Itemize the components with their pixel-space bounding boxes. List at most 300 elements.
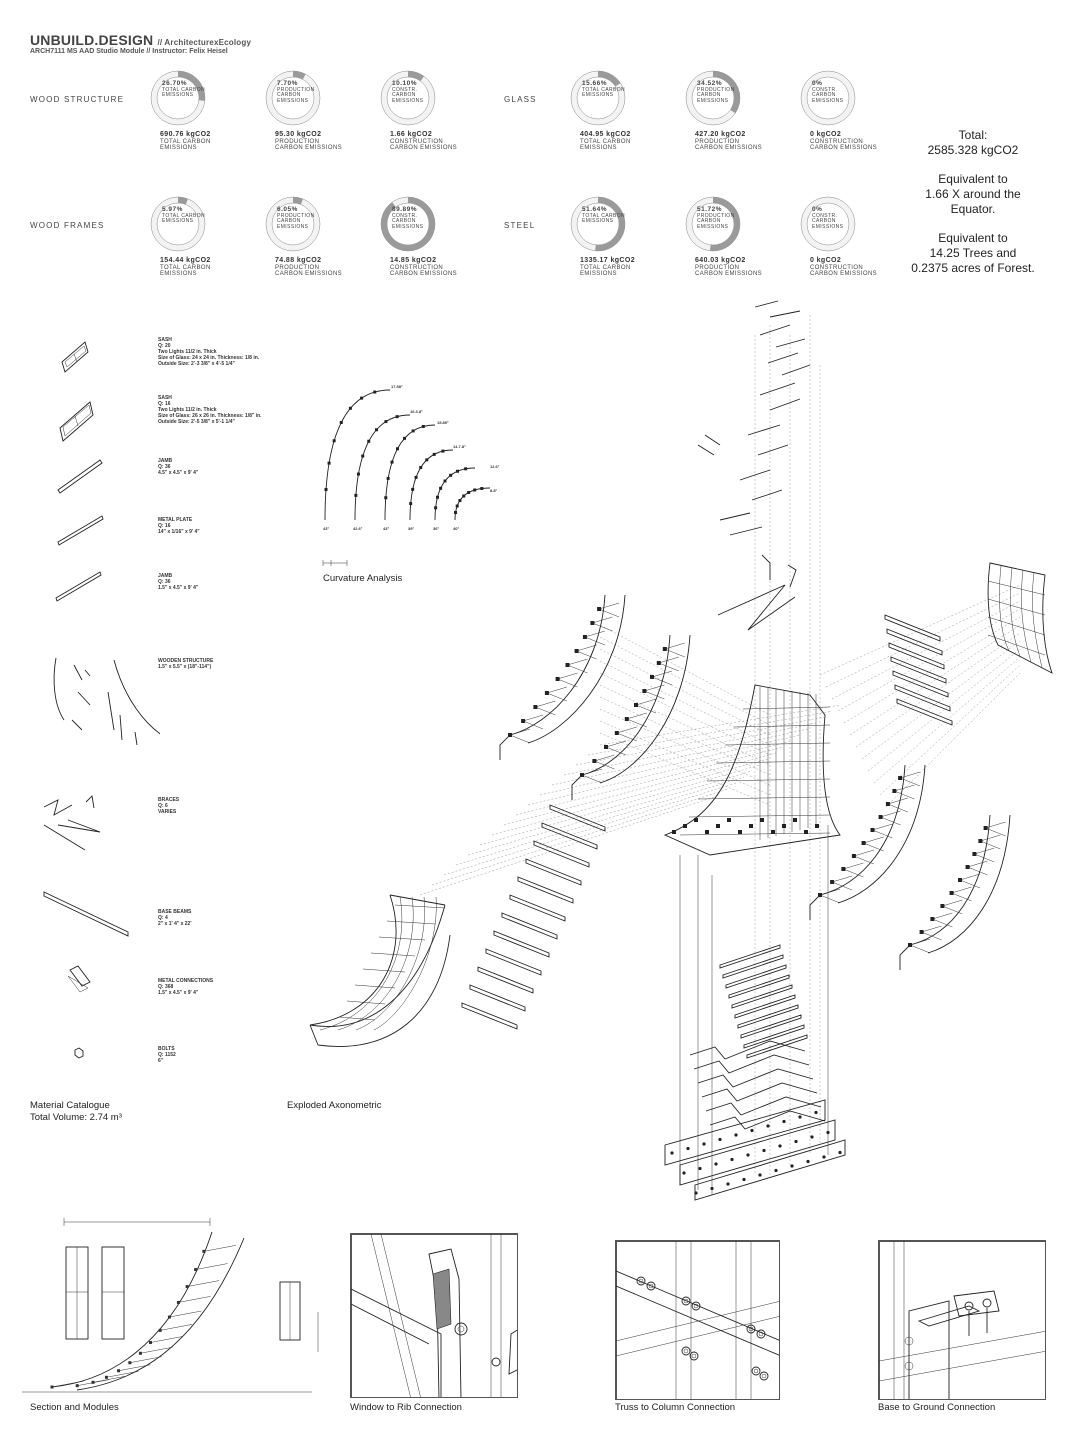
emission-donut xyxy=(566,192,638,277)
material-catalogue-drawings xyxy=(30,320,160,1080)
base-bolt xyxy=(746,1153,749,1156)
donut-value xyxy=(275,132,385,151)
catalogue-item-name: BOLTS xyxy=(158,1046,175,1052)
stacked-beam xyxy=(776,339,805,347)
curvature-angle-label: 14.7.8° xyxy=(453,444,466,449)
donut-percent: 89.89% xyxy=(392,206,418,213)
base-bolt xyxy=(718,1138,721,1141)
slat xyxy=(732,985,792,1008)
stacked-beam xyxy=(770,311,800,317)
glass-mullion xyxy=(395,905,445,908)
base-bolt xyxy=(794,1140,797,1143)
slat xyxy=(720,945,780,968)
curvature-angle-label: 12.6° xyxy=(490,464,500,469)
base-bolt xyxy=(710,1187,713,1190)
base-bolt xyxy=(838,1151,841,1154)
catalogue-item-spec: 1.5" x 4.5" x 9' 4" xyxy=(158,990,199,996)
projection-line xyxy=(600,705,840,745)
projection-line xyxy=(600,649,770,735)
material-catalogue-caption xyxy=(30,1100,122,1124)
donut-caption: CONSTRUCTION CARBON EMISSIONS xyxy=(390,265,458,277)
glass-mullion xyxy=(374,897,436,1030)
projection-line xyxy=(600,733,770,805)
donut-kgco2: 0 kgCO2 xyxy=(810,257,842,264)
donut-category: TOTAL CARBON EMISSIONS xyxy=(582,212,626,225)
core-node xyxy=(738,830,742,834)
truss-bolt xyxy=(682,1347,690,1355)
donut-category: PRODUCTION CARBON EMISSIONS xyxy=(697,212,735,230)
donut-caption: PRODUCTION CARBON EMISSIONS xyxy=(695,139,763,151)
projection-line xyxy=(552,729,808,785)
base-bolt xyxy=(714,1162,717,1165)
base-bolt xyxy=(790,1164,793,1167)
donut-value xyxy=(695,258,805,277)
slat xyxy=(885,615,940,641)
jamb-icon xyxy=(58,460,102,493)
base-bolt xyxy=(778,1144,781,1147)
projection-line xyxy=(432,789,728,885)
projection-line xyxy=(504,753,776,825)
projection-line xyxy=(600,637,770,725)
projection-line xyxy=(820,585,1020,675)
row-label-wood-structure: WOOD STRUCTURE xyxy=(30,95,125,104)
base-bolt xyxy=(822,1155,825,1158)
stacked-beam xyxy=(698,445,714,455)
top-beam-stack xyxy=(698,301,810,535)
projection-line xyxy=(600,697,770,775)
catalogue-item-name: METAL PLATE xyxy=(158,517,193,523)
catalogue-item xyxy=(158,909,298,927)
curvature-angle-label: 16.3.8° xyxy=(410,409,423,414)
projection-line xyxy=(576,717,824,765)
core-node xyxy=(683,824,687,828)
base-to-ground-caption: Base to Ground Connection xyxy=(878,1402,996,1413)
donut-kgco2: 1335.17 kgCO2 xyxy=(580,257,636,264)
donut-label xyxy=(392,207,440,230)
catalogue-item-spec: 6" xyxy=(158,1058,164,1064)
slat xyxy=(486,949,541,975)
donut-value xyxy=(580,132,690,151)
catalogue-item xyxy=(158,337,298,367)
diagonal-guide-lines xyxy=(420,585,1020,895)
donut-caption: CONSTRUCTION CARBON EMISSIONS xyxy=(390,139,458,151)
base-bolt xyxy=(670,1151,673,1154)
glass-mullion xyxy=(339,1017,375,1020)
donut-percent: 10.10% xyxy=(392,80,418,87)
catalogue-item xyxy=(158,517,298,535)
catalogue-caption-title: Material Catalogue xyxy=(30,1100,110,1111)
brace xyxy=(698,1069,813,1087)
core-node xyxy=(804,830,808,834)
catalogue-item xyxy=(158,573,298,591)
truss-bolt xyxy=(760,1372,768,1380)
equator-equivalent-1: Equivalent to xyxy=(938,172,1008,186)
emission-donut xyxy=(681,192,763,277)
donut-caption: PRODUCTION CARBON EMISSIONS xyxy=(695,265,763,277)
catalogue-item-spec: Outside Size: 2'-3 3/8" x 4'-5 1/4" xyxy=(158,361,235,367)
core-node xyxy=(815,824,819,828)
base-bolt xyxy=(730,1158,733,1161)
brace xyxy=(694,1055,809,1073)
stacked-beam xyxy=(758,445,788,455)
donut-percent: 6.05% xyxy=(277,206,298,213)
equator-equivalent-2: 1.66 X around the xyxy=(925,187,1021,201)
catalogue-item-name: SASH xyxy=(158,395,172,401)
glass-mullion xyxy=(387,921,435,924)
central-core xyxy=(665,685,840,855)
catalogue-item-spec: Q: 4 xyxy=(158,915,168,921)
donut-category: PRODUCTION CARBON EMISSIONS xyxy=(697,86,735,104)
slat xyxy=(502,913,557,939)
truss-bolt xyxy=(637,1277,645,1285)
forest-equivalent-2: 14.25 Trees and xyxy=(929,246,1017,260)
emission-donut xyxy=(796,66,878,151)
catalogue-caption-volume: Total Volume: 2.74 m³ xyxy=(30,1112,122,1123)
base-bolt xyxy=(742,1178,745,1181)
catalogue-item-spec: Q: 36 xyxy=(158,579,171,585)
core-node xyxy=(749,824,753,828)
donut-category: PRODUCTION CARBON EMISSIONS xyxy=(277,86,315,104)
donut-value xyxy=(390,132,500,151)
stacked-beam xyxy=(760,325,790,335)
catalogue-item-spec: Two Lights 11/2 in. Thick xyxy=(158,407,217,413)
projection-line xyxy=(826,593,1020,687)
base-bolt xyxy=(702,1142,705,1145)
donut-percent: 34.52% xyxy=(697,80,723,87)
wooden-structure-icon xyxy=(54,658,160,745)
core-member xyxy=(698,797,830,799)
donut-category: CONSTR. CARBON EMISSIONS xyxy=(392,212,424,230)
donut-value xyxy=(160,132,270,151)
glass-mullion xyxy=(999,565,1009,650)
catalogue-item-spec: 14" x 1/16" x 9' 4" xyxy=(158,529,200,535)
emission-donut xyxy=(146,66,218,151)
curvature-base-label: 36° xyxy=(433,526,440,531)
projection-line xyxy=(468,771,752,855)
title-text: UNBUILD.DESIGN xyxy=(30,32,154,48)
emission-donut xyxy=(681,66,763,151)
stacked-beam xyxy=(705,435,720,445)
core-node xyxy=(782,824,786,828)
catalogue-item-name: WOODEN STRUCTURE xyxy=(158,658,214,664)
emission-donut xyxy=(261,66,343,151)
emission-donut xyxy=(146,192,218,277)
glass-mullion xyxy=(320,897,402,1030)
row-label-glass: GLASS xyxy=(504,95,537,104)
projection-line xyxy=(862,641,1020,759)
lower-slat-stack xyxy=(720,945,807,1058)
base-to-ground-detail xyxy=(878,1240,1046,1400)
stacked-beam xyxy=(770,399,800,410)
catalogue-item-name: JAMB xyxy=(158,573,173,579)
donut-percent: 51.72% xyxy=(697,206,723,213)
base-bolt xyxy=(734,1133,737,1136)
slat xyxy=(729,975,789,998)
section-and-modules-drawing xyxy=(22,1212,322,1397)
forest-equivalent-3: 0.2375 acres of Forest. xyxy=(911,261,1035,275)
base-bolt xyxy=(810,1135,813,1138)
core-node xyxy=(672,830,676,834)
emission-donut xyxy=(376,66,458,151)
catalogue-item xyxy=(158,1046,298,1064)
section-rib xyxy=(93,1376,125,1382)
left-glass-panel xyxy=(310,895,450,1047)
glass-mullion xyxy=(1021,570,1031,662)
donut-caption: CONSTRUCTION CARBON EMISSIONS xyxy=(810,139,878,151)
donut-label xyxy=(277,81,325,104)
donut-caption: CONSTRUCTION CARBON EMISSIONS xyxy=(810,265,878,277)
metal-plate-icon xyxy=(58,516,103,545)
stacked-beam xyxy=(748,425,780,435)
core-node xyxy=(793,818,797,822)
slat xyxy=(518,877,573,903)
slat xyxy=(895,685,950,711)
metal-connection-icon xyxy=(68,966,90,992)
donut-category: TOTAL CARBON EMISSIONS xyxy=(162,212,206,225)
exploded-axonometric-drawing xyxy=(300,295,1060,1205)
curvature-base-label: 39° xyxy=(408,526,415,531)
glass-mullion xyxy=(379,937,425,940)
donut-kgco2: 690.76 kgCO2 xyxy=(160,131,211,138)
base-bolt xyxy=(698,1167,701,1170)
slat xyxy=(891,657,946,683)
catalogue-item-spec: Q: 6 xyxy=(158,803,168,809)
truss-rib xyxy=(500,595,625,760)
catalogue-item-spec: Q: 368 xyxy=(158,984,174,990)
core-node xyxy=(716,824,720,828)
slat xyxy=(741,1015,801,1038)
donut-value xyxy=(390,258,500,277)
window-to-rib-caption: Window to Rib Connection xyxy=(350,1402,462,1413)
catalogue-item-name: JAMB xyxy=(158,458,173,464)
curvature-base-label: 42.6° xyxy=(353,526,363,531)
core-node xyxy=(760,818,764,822)
donut-category: PRODUCTION CARBON EMISSIONS xyxy=(277,212,315,230)
exploded-axonometric-caption: Exploded Axonometric xyxy=(287,1100,382,1111)
page-subtitle: ARCH7111 MS AAD Studio Module // Instructor: Felix Heisel xyxy=(30,48,228,55)
donut-category: CONSTR. CARBON EMISSIONS xyxy=(392,86,424,104)
projection-line xyxy=(856,633,1020,747)
donut-kgco2: 14.85 kgCO2 xyxy=(390,257,437,264)
row-label-wood-frames: WOOD FRAMES xyxy=(30,221,105,230)
projection-line xyxy=(492,759,768,835)
catalogue-item xyxy=(158,797,298,815)
glass-mullion xyxy=(988,635,1045,655)
donut-kgco2: 427.20 kgCO2 xyxy=(695,131,746,138)
catalogue-item-spec: 2" x 1' 4" x 22' xyxy=(158,921,192,927)
stacked-beam xyxy=(730,527,762,535)
base-bolt xyxy=(762,1149,765,1152)
projection-line xyxy=(528,741,792,805)
base-bolt xyxy=(758,1173,761,1176)
slat xyxy=(897,699,952,725)
emission-donut xyxy=(376,192,458,277)
stacked-beam xyxy=(720,513,750,520)
catalogue-item-spec: Size of Glass: 24 x 24 in. Thickness: 1/8 in. xyxy=(158,355,260,361)
curvature-angle-label: 17.58° xyxy=(391,384,403,389)
projection-line xyxy=(420,795,720,895)
catalogue-item-spec: Two Lights 11/2 in. Thick xyxy=(158,349,217,355)
truss-to-column-detail xyxy=(615,1240,780,1400)
catalogue-item xyxy=(158,978,298,996)
base-bolt xyxy=(826,1131,829,1134)
catalogue-item-name: SASH xyxy=(158,337,172,343)
stacked-beam xyxy=(782,365,810,375)
core-node xyxy=(727,818,731,822)
base-bolt xyxy=(806,1160,809,1163)
projection-line xyxy=(600,673,770,755)
donut-category: TOTAL CARBON EMISSIONS xyxy=(162,86,206,99)
slat xyxy=(470,985,525,1011)
title-suffix: // ArchitecturexEcology xyxy=(157,38,252,47)
donut-value xyxy=(160,258,270,277)
catalogue-item-spec: 1.5" x 5.5" x (18"-114") xyxy=(158,664,212,670)
curvature-base-label: 43° xyxy=(383,526,390,531)
page-title xyxy=(30,32,251,48)
base-bolt xyxy=(750,1129,753,1132)
truss-rib xyxy=(900,815,1010,970)
donut-value xyxy=(580,258,690,277)
braces-icon xyxy=(44,796,100,850)
donut-label xyxy=(162,207,210,225)
curvature-base-label: 40° xyxy=(453,526,460,531)
catalogue-item-spec: Size of Glass: 26 x 26 in. Thickness: 1/8" in. xyxy=(158,413,262,419)
stacked-beam xyxy=(755,301,778,307)
donut-percent: 51.64% xyxy=(582,206,608,213)
right-glass-panel xyxy=(988,563,1052,673)
truss-bolt xyxy=(752,1367,760,1375)
catalogue-item xyxy=(158,458,298,476)
window-to-rib-detail xyxy=(350,1233,518,1398)
donut-kgco2: 404.95 kgCO2 xyxy=(580,131,631,138)
curvature-angle-label: 15.89° xyxy=(437,420,449,425)
donut-percent: 0% xyxy=(812,80,823,87)
catalogue-item-spec: 1.5" x 4.5" x 9' 4" xyxy=(158,585,199,591)
section-rib xyxy=(196,1264,228,1270)
curvature-base-label: 43° xyxy=(323,526,330,531)
totals-panel xyxy=(900,128,1046,290)
section-rib xyxy=(130,1357,162,1363)
left-slat-stack xyxy=(462,805,605,1029)
catalogue-item xyxy=(158,658,298,670)
donut-caption: TOTAL CARBON EMISSIONS xyxy=(160,139,211,151)
donut-value xyxy=(275,258,385,277)
core-member xyxy=(707,779,830,781)
donut-kgco2: 74.88 kgCO2 xyxy=(275,257,322,264)
donut-percent: 0% xyxy=(812,206,823,213)
base-beam-icon xyxy=(44,892,128,936)
row-label-steel: STEEL xyxy=(504,221,536,230)
section-rib xyxy=(52,1381,84,1387)
slat xyxy=(478,967,533,993)
donut-caption: TOTAL CARBON EMISSIONS xyxy=(580,139,631,151)
core-member xyxy=(743,707,830,709)
base-bolt xyxy=(774,1169,777,1172)
donut-kgco2: 0 kgCO2 xyxy=(810,131,842,138)
emission-donut xyxy=(566,66,638,151)
donut-label xyxy=(392,81,440,104)
catalogue-item-name: METAL CONNECTIONS xyxy=(158,978,214,984)
truss-to-column-caption: Truss to Column Connection xyxy=(615,1402,736,1413)
section-rib xyxy=(204,1245,236,1251)
donut-percent: 26.70% xyxy=(162,80,188,87)
curvature-angle-label: 8.8° xyxy=(490,488,498,493)
base-bolt xyxy=(814,1111,817,1114)
core-member xyxy=(716,761,830,763)
section-rib xyxy=(106,1371,138,1377)
section-rib xyxy=(169,1311,201,1317)
core-node xyxy=(705,830,709,834)
donut-kgco2: 154.44 kgCO2 xyxy=(160,257,211,264)
slat xyxy=(744,1025,804,1048)
catalogue-item-name: BASE BEAMS xyxy=(158,909,192,915)
donut-percent: 5.97% xyxy=(162,206,183,213)
section-rib xyxy=(119,1365,151,1371)
donut-category: TOTAL CARBON EMISSIONS xyxy=(582,86,626,99)
donut-label xyxy=(697,207,745,230)
section-rib xyxy=(160,1324,192,1330)
mid-brace xyxy=(718,555,796,630)
donut-percent: 15.66% xyxy=(582,80,608,87)
base-bolt xyxy=(766,1124,769,1127)
slat xyxy=(735,995,795,1018)
total-value: 2585.328 kgCO2 xyxy=(927,143,1019,157)
slat xyxy=(462,1003,517,1029)
base-bolt xyxy=(726,1182,729,1185)
projection-line xyxy=(480,765,760,845)
donut-label xyxy=(582,207,630,225)
section-and-modules-caption: Section and Modules xyxy=(30,1402,119,1413)
donut-kgco2: 1.66 kgCO2 xyxy=(390,131,433,138)
donut-kgco2: 95.30 kgCO2 xyxy=(275,131,322,138)
slat xyxy=(738,1005,798,1028)
equator-equivalent-3: Equator. xyxy=(950,202,996,216)
projection-line xyxy=(600,685,770,765)
sash-icon-large xyxy=(60,402,93,441)
truss-rib xyxy=(810,765,925,920)
bolt-icon xyxy=(75,1048,83,1058)
glass-mullion xyxy=(1010,568,1020,656)
donut-percent: 7.70% xyxy=(277,80,298,87)
brace xyxy=(702,1083,817,1101)
donut-label xyxy=(277,207,325,230)
donut-caption: TOTAL CARBON EMISSIONS xyxy=(160,265,211,277)
stacked-beam xyxy=(768,353,798,363)
stacked-beam xyxy=(752,490,782,500)
base-bolt xyxy=(798,1115,801,1118)
donut-label xyxy=(812,81,860,104)
donut-value xyxy=(695,132,805,151)
base-bolt xyxy=(686,1147,689,1150)
core-node xyxy=(694,818,698,822)
slat xyxy=(510,895,565,921)
glass-mullion xyxy=(363,969,405,972)
catalogue-item-spec: Q: 16 xyxy=(158,401,171,407)
sash-icon xyxy=(62,342,88,372)
donut-label xyxy=(697,81,745,104)
donut-label xyxy=(812,207,860,230)
right-slat-stack xyxy=(885,615,952,725)
donut-caption: PRODUCTION CARBON EMISSIONS xyxy=(275,139,343,151)
donut-category: CONSTR. CARBON EMISSIONS xyxy=(812,86,844,104)
catalogue-item xyxy=(158,395,298,425)
base-bolt xyxy=(682,1171,685,1174)
projection-line xyxy=(456,777,744,865)
slat xyxy=(887,629,942,655)
catalogue-item-name: BRACES xyxy=(158,797,180,803)
emission-donut xyxy=(261,192,343,277)
catalogue-item-spec: Q: 36 xyxy=(158,464,171,470)
